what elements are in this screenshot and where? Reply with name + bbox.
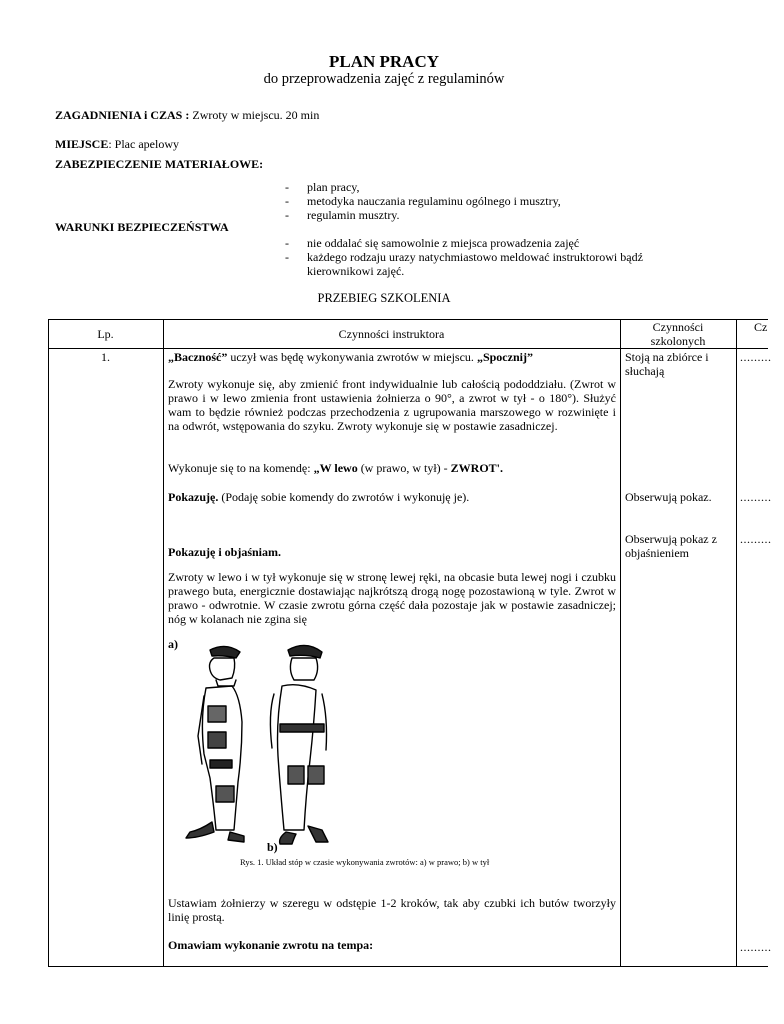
soldier-side-view-icon <box>186 646 244 842</box>
table-col-line <box>620 319 621 966</box>
soldier-figure <box>168 636 388 854</box>
extra-dots: ......... <box>740 532 772 546</box>
safety-item: - każdego rodzaju urazy natychmiastowo meldować instruktorowi bądź kierownikowi zajęć. <box>283 250 703 278</box>
section-title: PRZEBIEG SZKOLENIA <box>317 291 451 305</box>
figure-caption: Rys. 1. Układ stóp w czasie wykonywania zwrotów: a) w prawo; b) w tył <box>240 857 490 867</box>
figure-label-b: b) <box>267 840 278 854</box>
paragraph-demo-explain: Pokazuję i objaśniam. <box>168 545 282 559</box>
command-intro: Wykonuje się to na komendę: <box>168 461 314 475</box>
demo-text: (Podaję sobie komendy do zwrotów i wykonuję je). <box>218 490 470 504</box>
materials-item: - plan pracy, <box>283 180 561 194</box>
paragraph-purpose: Zwroty wykonuje się, aby zmienić front indywidualnie lub całością pododdziału. (Zwrot w prawo i w lewo zmienia front ustawienia żołnierza o 90°, a zwrot w tył - o 180°). Służyć wam to będzie również podczas przechodzenia z ugrupowania marszowego w rozwinięte i na odwrót, wstępowania do szyku. Zwroty wykonuje się w postawie zasadniczej. <box>168 377 616 433</box>
place-line <box>55 137 179 152</box>
place-label: MIEJSCE <box>55 137 109 151</box>
row-number: 1. <box>101 350 110 364</box>
paragraph-tempo: Omawiam wykonanie zwrotu na tempa: <box>168 938 374 952</box>
document-subtitle: do przeprowadzenia zajęć z regulaminów <box>263 71 505 87</box>
command-at-ease: „Spocznij” <box>476 350 533 364</box>
table-col-line <box>163 319 164 966</box>
header-extra: Cz <box>754 320 768 334</box>
header-trainees: Czynności szkolonych <box>650 320 706 348</box>
materials-label: ZABEZPIECZENIE MATERIAŁOWE: <box>55 157 264 171</box>
paragraph-demo <box>168 490 616 504</box>
extra-dots: ......... <box>740 350 772 364</box>
safety-label: WARUNKI BEZPIECZEŃSTWA <box>55 220 229 234</box>
materials-item: - regulamin musztry. <box>283 208 561 222</box>
topic-label: ZAGADNIENIA i CZAS : <box>55 108 190 122</box>
trainees-observe-explain: Obserwują pokaz z objaśnieniem <box>625 532 717 560</box>
table-border-bottom <box>48 966 768 967</box>
trainees-listen: Stoją na zbiórce i słuchają <box>625 350 709 378</box>
paragraph-intro <box>168 350 616 364</box>
materials-item: - metodyka nauczania regulaminu ogólnego i musztry, <box>283 194 561 208</box>
paragraph-technique: Zwroty w lewo i w tył wykonuje się w stronę lewej ręki, na obcasie buta lewej nogi i czubku prawego buta, energicznie dostawiając najkrótszą drogą nogę pozostawioną w tyle. Zwrot w prawo - odwrotnie. W czasie zwrotu górna część dała pozostaje jak w postawie zasadniczej; nóg w kolanach nie zgina się <box>168 570 616 626</box>
command-turn: ZWROT'. <box>450 461 504 475</box>
topic-line <box>55 108 319 123</box>
table-header-divider <box>48 348 768 349</box>
table-col-line <box>48 319 49 966</box>
header-lp: Lp. <box>97 327 114 341</box>
demo-label: Pokazuję. <box>168 490 219 504</box>
intro-text: uczył was będę wykonywania zwrotów w miejscu. <box>227 350 477 364</box>
paragraph-lineup: Ustawiam żołnierzy w szeregu w odstępie 1-2 kroków, tak aby czubki ich butów tworzyły linię prostą. <box>168 896 616 924</box>
command-attention: „Baczność” <box>168 350 228 364</box>
command-variants: (w prawo, w tył) - <box>357 461 451 475</box>
safety-item: - nie oddalać się samowolnie z miejsca prowadzenia zajęć <box>283 236 703 250</box>
table-col-line <box>736 319 737 966</box>
figure-label-a: a) <box>168 637 178 651</box>
place-value: : Plac apelowy <box>108 137 179 151</box>
header-instructor: Czynności instruktora <box>338 327 445 341</box>
document-title: PLAN PRACY <box>328 52 440 71</box>
extra-dots: ......... <box>740 940 772 954</box>
soldier-rear-view-icon <box>270 645 328 844</box>
topic-value: Zwroty w miejscu. 20 min <box>189 108 320 122</box>
command-left: „W lewo <box>313 461 358 475</box>
safety-list <box>283 236 703 278</box>
paragraph-command <box>168 461 616 475</box>
extra-dots: ......... <box>740 490 772 504</box>
materials-list <box>283 180 561 222</box>
trainees-observe: Obserwują pokaz. <box>625 490 712 504</box>
